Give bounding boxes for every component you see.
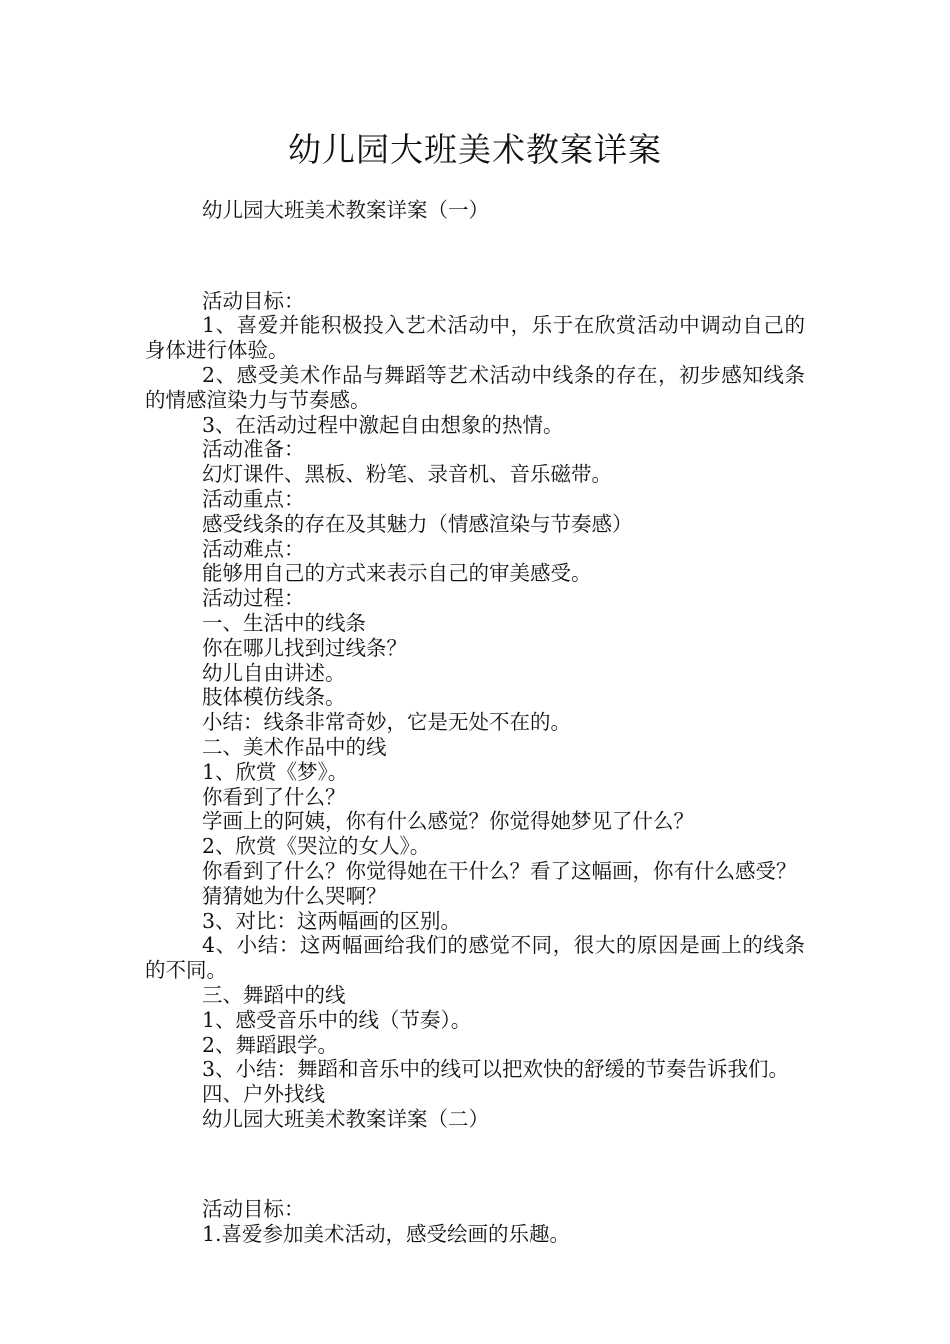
paragraph: 三、舞蹈中的线 xyxy=(202,982,346,1007)
paragraph: 1、欣赏《梦》。 xyxy=(202,759,349,784)
paragraph: 3、在活动过程中激起自由想象的热情。 xyxy=(202,412,564,437)
paragraph: 活动难点： xyxy=(202,536,305,561)
paragraph: 2、感受美术作品与舞蹈等艺术活动中线条的存在，初步感知线条的情感渲染力与节奏感。 xyxy=(145,362,805,412)
paragraph: 2、欣赏《哭泣的女人》。 xyxy=(202,834,431,859)
paragraph: 二、美术作品中的线 xyxy=(202,734,387,759)
paragraph: 幼儿自由讲述。 xyxy=(202,660,346,685)
paragraph: 你看到了什么？你觉得她在干什么？看了这幅画，你有什么感受？ xyxy=(202,858,797,883)
paragraph: 4、小结：这两幅画给我们的感觉不同，很大的原因是画上的线条的不同。 xyxy=(145,933,805,983)
paragraph: 小结：线条非常奇妙，它是无处不在的。 xyxy=(202,710,571,735)
paragraph: 活动过程： xyxy=(202,586,305,611)
paragraph: 1、感受音乐中的线（节奏）。 xyxy=(202,1007,472,1032)
paragraph: 1、喜爱并能积极投入艺术活动中，乐于在欣赏活动中调动自己的身体进行体验。 xyxy=(145,313,805,363)
document-title: 幼儿园大班美术教案详案 xyxy=(288,130,662,169)
document-body xyxy=(145,198,805,1247)
paragraph: 活动准备： xyxy=(202,437,305,462)
blank-line xyxy=(145,243,805,268)
paragraph: 幼儿园大班美术教案详案（二） xyxy=(202,1106,489,1131)
blank-line xyxy=(145,1152,805,1177)
paragraph: 你在哪儿找到过线条？ xyxy=(202,635,407,660)
paragraph: 猜猜她为什么哭啊？ xyxy=(202,883,387,908)
paragraph: 1.喜爱参加美术活动，感受绘画的乐趣。 xyxy=(202,1222,571,1247)
paragraph: 幻灯课件、黑板、粉笔、录音机、音乐磁带。 xyxy=(202,462,612,487)
paragraph: 活动重点： xyxy=(202,486,305,511)
paragraph: 活动目标： xyxy=(202,1197,305,1222)
paragraph: 肢体模仿线条。 xyxy=(202,685,346,710)
paragraph: 感受线条的存在及其魅力（情感渲染与节奏感） xyxy=(202,511,633,536)
paragraph: 能够用自己的方式来表示自己的审美感受。 xyxy=(202,561,592,586)
paragraph: 2、舞蹈跟学。 xyxy=(202,1032,339,1057)
paragraph: 你看到了什么？ xyxy=(202,784,346,809)
paragraph: 一、生活中的线条 xyxy=(202,610,366,635)
paragraph: 3、小结：舞蹈和音乐中的线可以把欢快的舒缓的节奏告诉我们。 xyxy=(202,1057,790,1082)
paragraph: 学画上的阿姨，你有什么感觉？你觉得她梦见了什么？ xyxy=(202,809,694,834)
paragraph: 幼儿园大班美术教案详案（一） xyxy=(202,198,489,222)
paragraph: 活动目标： xyxy=(202,288,305,313)
paragraph: 四、户外找线 xyxy=(202,1082,325,1107)
paragraph: 3、对比：这两幅画的区别。 xyxy=(202,908,462,933)
